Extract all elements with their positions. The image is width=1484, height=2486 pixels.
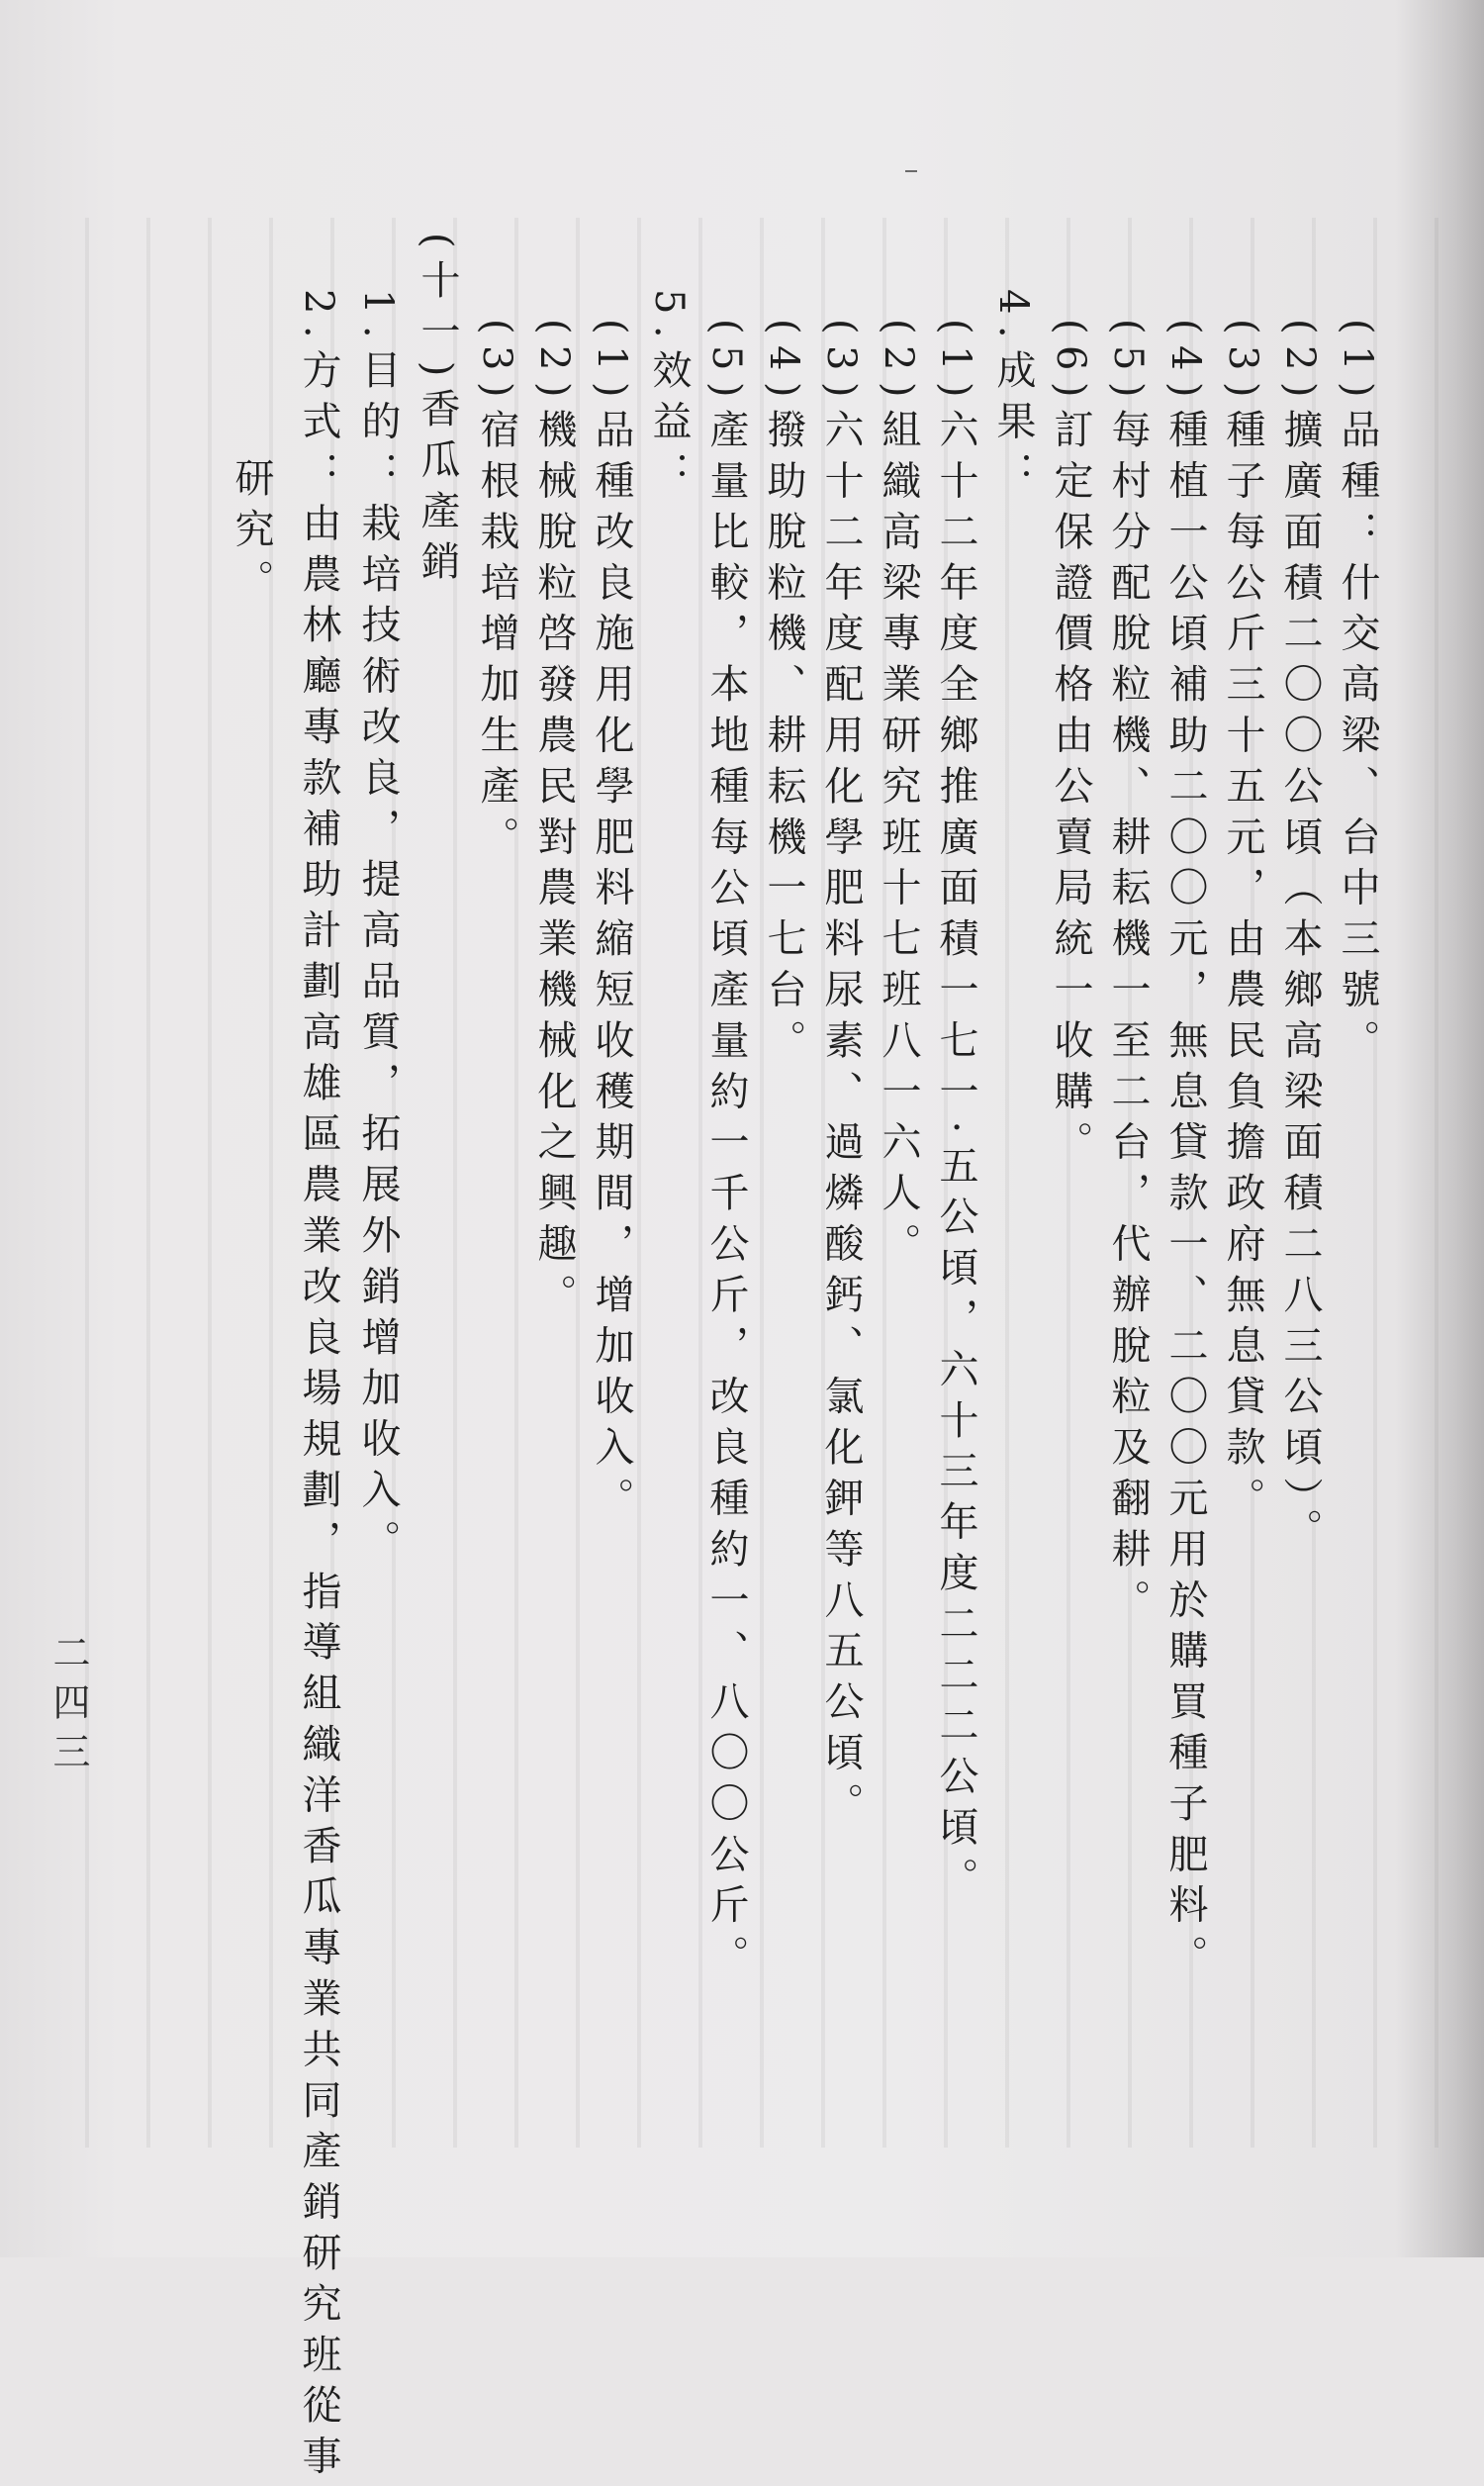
text-column: (2)擴廣面積二〇〇公頃（本鄉高梁面積二八三公頃）。 (1277, 319, 1323, 1560)
text-column: 1.目的：栽培技術改良，提高品質，拓展外銷增加收入。 (355, 289, 401, 1571)
text-column: (5)每村分配脫粒機、耕耘機一至二台，代辦脫粒及翻耕。 (1105, 319, 1151, 1630)
page-number: 二四三 (46, 1633, 90, 1781)
text-column: (5)產量比較，本地種每公頃產量約一千公斤，改良種約一、八〇〇公斤。 (703, 319, 749, 1986)
text-column: (4)撥助脫粒機、耕耘機一七台。 (761, 319, 806, 1071)
text-column: (1)品種改良施用化學肥料縮短收穫期間，增加收入。 (589, 319, 634, 1528)
text-column: (1)六十二年度全鄉推廣面積一七一·五公頃，六十三年度二二二公頃。 (933, 319, 978, 1908)
text-column: (6)訂定保證價格由公賣局統一收購。 (1048, 319, 1093, 1172)
section-heading: 4.成果： (990, 289, 1036, 503)
text-column: (3)六十二年度配用化學肥料尿素、過燐酸鈣、氯化鉀等八五公頃。 (818, 319, 864, 1834)
text-column: 2.方式：由農林廳專款補助計劃高雄區農業改良場規劃，指導組織洋香瓜專業共同產銷研究班從事 (296, 289, 341, 2486)
text-column: (1)品種：什交高梁、台中三號。 (1335, 319, 1380, 1071)
text-column: (3)種子每公斤三十五元，由農民負擔政府無息貸款。 (1220, 319, 1265, 1528)
text-column: 研究。 (229, 457, 274, 611)
text-column: (2)組織高梁專業研究班十七班八一六人。 (876, 319, 921, 1274)
text-column: (2)機械脫粒啓發農民對農業機械化之興趣。 (531, 319, 577, 1325)
section-heading: 5.效益： (646, 289, 692, 503)
text-column: (3)宿根栽培增加生產。 (474, 319, 519, 867)
text-column: (4)種植一公頃補助二〇〇元，無息貸款一、二〇〇元用於購買種子肥料。 (1162, 319, 1208, 1986)
stray-mark (905, 170, 917, 172)
section-title: (十一)香瓜產銷 (415, 233, 460, 592)
